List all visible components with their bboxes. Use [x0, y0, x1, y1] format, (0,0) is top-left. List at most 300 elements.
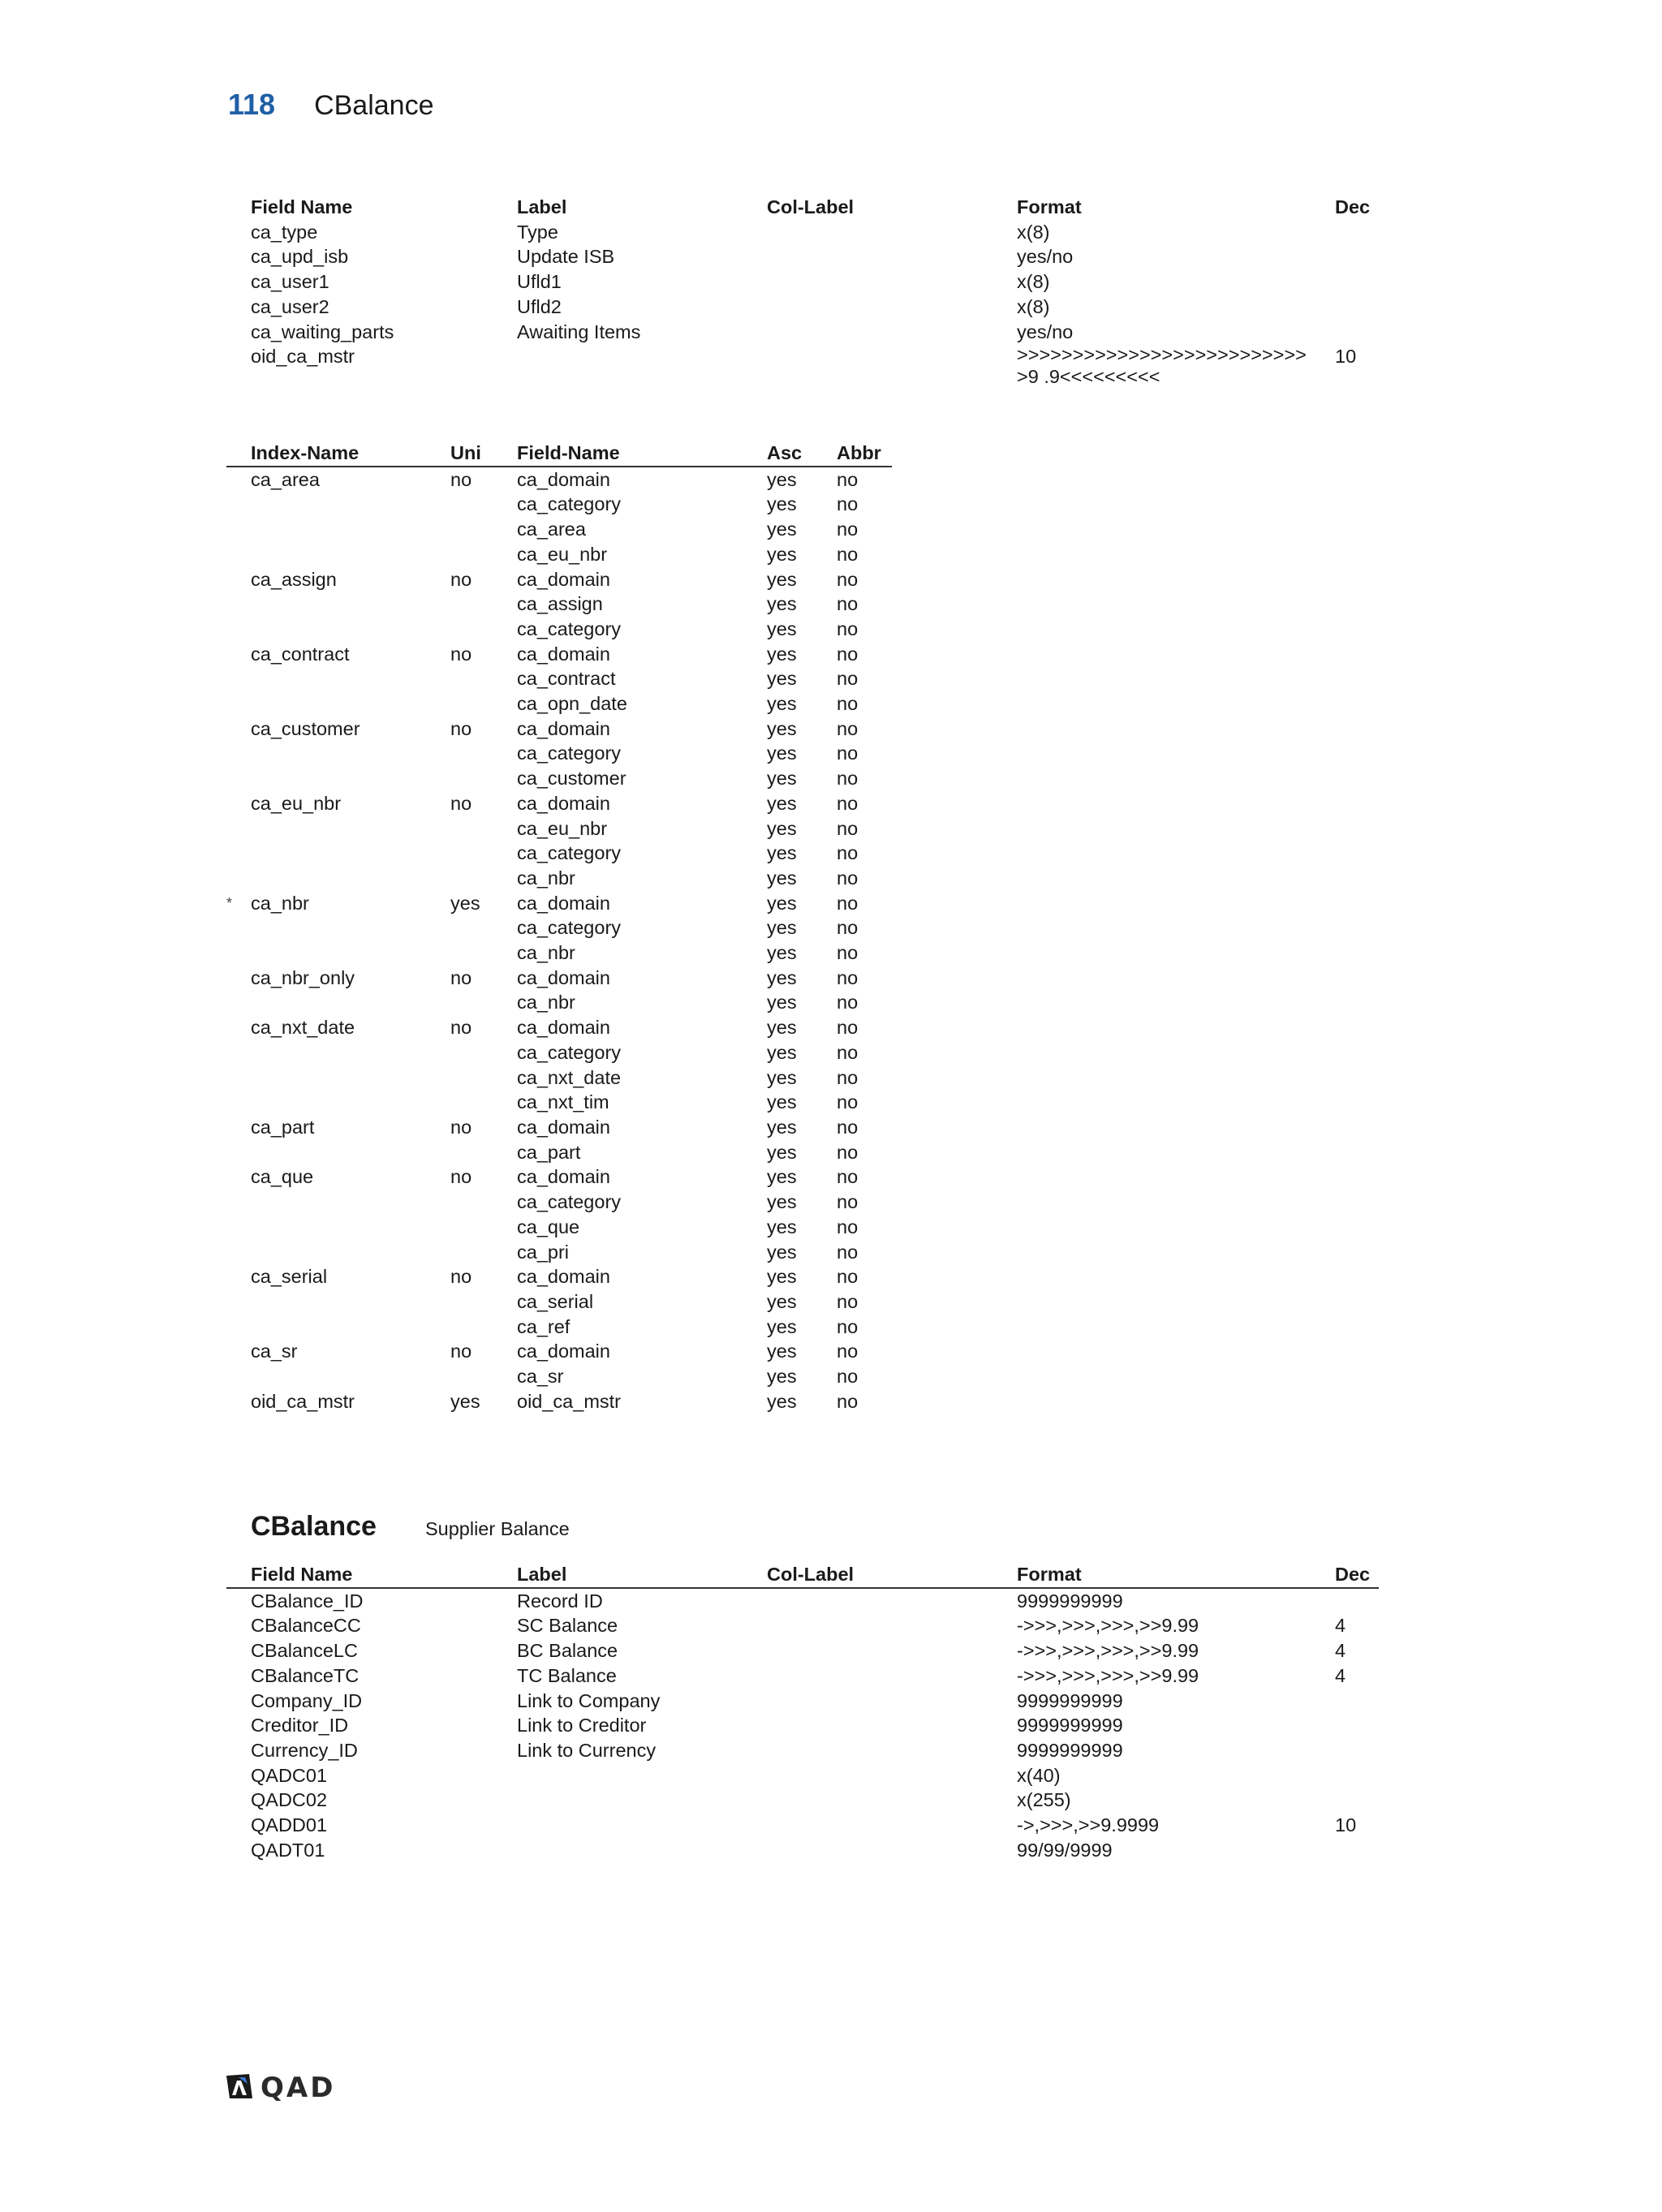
index-name-cell — [226, 492, 426, 517]
field-name-cell: CBalanceTC — [251, 1664, 360, 1686]
index-name-cell: ca_nbr — [251, 892, 309, 914]
abbr-cell: no — [837, 519, 859, 540]
table-row — [226, 717, 892, 742]
col-label-cell — [743, 1763, 992, 1788]
asc-cell: yes — [767, 966, 797, 988]
field-name-cell: ca_category — [517, 493, 622, 515]
index-name-cell: ca_que — [251, 1166, 314, 1188]
field-name-cell: ca_domain — [517, 643, 610, 665]
qad-logo-icon — [225, 2072, 254, 2104]
field-name-cell: ca_eu_nbr — [517, 817, 608, 839]
index-name-cell — [226, 666, 426, 691]
unique-cell — [426, 841, 493, 866]
abbr-cell: no — [837, 618, 859, 639]
abbr-cell: no — [837, 643, 859, 665]
field-name-cell: CBalanceLC — [251, 1640, 358, 1662]
table-row — [226, 1788, 1379, 1813]
unique-cell — [426, 915, 493, 940]
page-header — [228, 88, 434, 122]
index-name-cell: ca_serial — [251, 1266, 328, 1288]
unique-cell: no — [450, 468, 472, 490]
abbr-cell: no — [837, 1116, 859, 1138]
section-name: CBalance — [251, 1511, 377, 1542]
table-row — [226, 1264, 892, 1289]
label-cell: Ufld1 — [517, 271, 562, 293]
label-cell — [493, 344, 743, 388]
asc-cell: yes — [767, 1341, 797, 1362]
col-label-cell — [743, 1689, 992, 1714]
field-name-cell: QADC01 — [251, 1764, 328, 1786]
logo-text: QAD — [260, 2072, 336, 2104]
label-cell — [493, 1763, 743, 1788]
abbr-cell: no — [837, 693, 859, 715]
asc-cell: yes — [767, 1366, 797, 1388]
asc-cell: yes — [767, 1066, 797, 1088]
dec-cell — [1311, 1689, 1379, 1714]
index-name-cell — [226, 1090, 426, 1115]
field-name-cell: ca_user1 — [251, 271, 329, 293]
asc-cell: yes — [767, 1315, 797, 1337]
label-cell: Ufld2 — [517, 295, 562, 317]
asc-cell: yes — [767, 768, 797, 790]
index-name-cell — [226, 542, 426, 567]
index-name-cell: ca_contract — [251, 643, 350, 665]
field-name-cell: ca_category — [517, 1041, 622, 1063]
table-row — [226, 1065, 892, 1091]
table-row — [226, 1663, 1379, 1689]
abbr-cell: no — [837, 992, 859, 1013]
asc-cell: yes — [767, 1116, 797, 1138]
col-label-cell — [743, 295, 992, 320]
label-cell: Link to Currency — [517, 1739, 657, 1761]
format-cell: yes/no — [1017, 246, 1074, 268]
table-row — [226, 492, 892, 517]
format-cell: 9999999999 — [1017, 1590, 1123, 1612]
asc-cell: yes — [767, 618, 797, 639]
field-name-cell: ca_domain — [517, 568, 610, 590]
table-row — [226, 915, 892, 940]
dec-cell — [1311, 1713, 1379, 1738]
format-cell: >>>>>>>>>>>>>>>>>>>>>>>>>>>9 .9<<<<<<<<< — [1017, 344, 1307, 388]
abbr-cell: no — [837, 1166, 859, 1188]
index-name-cell — [226, 915, 426, 940]
table-row — [226, 1040, 892, 1065]
index-name-cell: ca_area — [251, 468, 320, 490]
abbr-cell: no — [837, 792, 859, 814]
abbr-cell: no — [837, 568, 859, 590]
format-cell: x(8) — [1017, 295, 1050, 317]
unique-cell: no — [450, 568, 472, 590]
label-cell: BC Balance — [517, 1640, 618, 1662]
field-name-cell: ca_category — [517, 742, 622, 764]
label-cell: Type — [517, 221, 558, 243]
col-label-cell — [743, 320, 992, 345]
unique-cell — [426, 816, 493, 841]
index-name-cell — [226, 990, 426, 1015]
index-name-cell — [226, 517, 426, 542]
dec-cell — [1311, 295, 1379, 320]
unique-cell — [426, 1065, 493, 1091]
unique-cell — [426, 741, 493, 766]
column-header: Col-Label — [743, 1562, 992, 1588]
index-name-cell — [226, 1065, 426, 1091]
column-header: Col-Label — [767, 196, 855, 217]
table-row — [226, 1689, 1379, 1714]
abbr-cell: no — [837, 1390, 859, 1412]
unique-cell — [426, 940, 493, 966]
unique-cell: no — [450, 1266, 472, 1288]
dec-cell: 4 — [1335, 1615, 1346, 1637]
field-name-cell: ca_area — [517, 519, 586, 540]
label-cell — [493, 1838, 743, 1863]
table-row — [226, 1315, 892, 1340]
table-row — [226, 1638, 1379, 1663]
dec-cell — [1311, 269, 1379, 295]
table-row — [226, 517, 892, 542]
unique-cell — [426, 1240, 493, 1265]
unique-cell — [426, 1190, 493, 1215]
asc-cell: yes — [767, 942, 797, 964]
label-cell: Awaiting Items — [517, 321, 641, 342]
table-row — [226, 766, 892, 791]
asc-cell: yes — [767, 742, 797, 764]
col-label-cell — [743, 1613, 992, 1638]
field-name-cell: QADD01 — [251, 1814, 328, 1836]
table-row — [226, 1164, 892, 1190]
format-cell: 9999999999 — [1017, 1689, 1123, 1711]
dec-cell — [1311, 320, 1379, 345]
column-header: Uni — [426, 441, 493, 467]
asc-cell: yes — [767, 519, 797, 540]
dec-cell — [1311, 220, 1379, 245]
index-name-cell: oid_ca_mstr — [251, 1390, 355, 1412]
col-label-cell — [743, 1813, 992, 1838]
page-number: 118 — [228, 88, 276, 121]
asc-cell: yes — [767, 992, 797, 1013]
label-cell: Update ISB — [517, 246, 615, 268]
unique-cell: no — [450, 717, 472, 739]
index-name-cell — [226, 1289, 426, 1315]
table-row — [226, 567, 892, 592]
index-name-cell — [226, 1240, 426, 1265]
field-name-cell: oid_ca_mstr — [251, 346, 355, 368]
index-table — [226, 441, 892, 1414]
unique-cell — [426, 1040, 493, 1065]
unique-cell — [426, 691, 493, 717]
column-header: Field-Name — [493, 441, 743, 467]
unique-cell — [426, 492, 493, 517]
field-name-cell: ca_domain — [517, 892, 610, 914]
unique-cell: no — [450, 1017, 472, 1039]
column-header: Label — [493, 1562, 743, 1588]
index-name-cell: ca_sr — [251, 1341, 298, 1362]
col-label-cell — [743, 1713, 992, 1738]
abbr-cell: no — [837, 892, 859, 914]
field-name-cell: QADT01 — [251, 1839, 325, 1861]
column-header: Abbr — [812, 441, 892, 467]
unique-cell — [426, 990, 493, 1015]
label-cell: SC Balance — [517, 1615, 618, 1637]
abbr-cell: no — [837, 1191, 859, 1213]
unique-cell — [426, 666, 493, 691]
label-cell: Link to Company — [517, 1689, 661, 1711]
format-cell: x(40) — [1017, 1764, 1061, 1786]
index-name-cell — [226, 617, 426, 642]
format-cell: x(8) — [1017, 221, 1050, 243]
field-name-cell: Company_ID — [251, 1689, 363, 1711]
unique-cell — [426, 1364, 493, 1389]
table-row — [226, 1588, 1379, 1614]
unique-cell — [426, 617, 493, 642]
asc-cell: yes — [767, 817, 797, 839]
index-name-cell — [226, 866, 426, 891]
field-name-cell: Creditor_ID — [251, 1715, 349, 1736]
abbr-cell: no — [837, 1091, 859, 1113]
abbr-cell: no — [837, 1017, 859, 1039]
table-row — [226, 1613, 1379, 1638]
field-name-cell: ca_domain — [517, 1166, 610, 1188]
index-name-cell — [226, 1364, 426, 1389]
unique-cell: yes — [450, 1390, 480, 1412]
dec-cell: 4 — [1335, 1640, 1346, 1662]
column-header: Label — [517, 196, 567, 217]
field-name-cell: ca_waiting_parts — [251, 321, 394, 342]
unique-cell: no — [450, 966, 472, 988]
table-row — [226, 220, 1379, 245]
unique-cell: yes — [450, 892, 480, 914]
field-name-cell: ca_eu_nbr — [517, 543, 608, 565]
table-row — [226, 1738, 1379, 1763]
field-name-cell: ca_category — [517, 1191, 622, 1213]
table-row — [226, 344, 1379, 388]
asc-cell: yes — [767, 792, 797, 814]
table-row — [226, 1713, 1379, 1738]
table-row — [226, 990, 892, 1015]
field-name-cell: Currency_ID — [251, 1739, 358, 1761]
asc-cell: yes — [767, 1290, 797, 1312]
unique-cell — [426, 766, 493, 791]
column-header: Field Name — [251, 196, 353, 217]
table-row — [226, 295, 1379, 320]
col-label-cell — [743, 344, 992, 388]
field-name-cell: ca_opn_date — [517, 693, 627, 715]
table-row — [226, 816, 892, 841]
asc-cell: yes — [767, 717, 797, 739]
format-cell: ->>>,>>>,>>>,>>9.99 — [1017, 1615, 1199, 1637]
table-row — [226, 1813, 1379, 1838]
field-name-cell: ca_part — [517, 1141, 581, 1163]
table-row — [226, 1215, 892, 1240]
table-row — [226, 1339, 892, 1364]
field-name-cell: ca_ref — [517, 1315, 571, 1337]
table-row — [226, 966, 892, 991]
index-name-cell: ca_eu_nbr — [251, 792, 342, 814]
unique-cell: no — [450, 792, 472, 814]
index-table-header — [226, 441, 892, 467]
table-row — [226, 244, 1379, 269]
table-row — [226, 1289, 892, 1315]
field-name-cell: ca_domain — [517, 1017, 610, 1039]
index-name-cell — [226, 1040, 426, 1065]
index-name-cell: ca_nbr_only — [251, 966, 355, 988]
field-name-cell: ca_category — [517, 917, 622, 939]
table-row — [226, 467, 892, 493]
abbr-cell: no — [837, 1266, 859, 1288]
field-name-cell: QADC02 — [251, 1789, 328, 1811]
table-row — [226, 666, 892, 691]
table-row — [226, 617, 892, 642]
col-label-cell — [743, 1588, 992, 1614]
field-name-cell: ca_category — [517, 618, 622, 639]
table-row — [226, 841, 892, 866]
column-header: Field Name — [226, 1562, 493, 1588]
field-name-cell: ca_domain — [517, 1266, 610, 1288]
index-name-cell — [226, 741, 426, 766]
qad-logo — [225, 2072, 335, 2104]
abbr-cell: no — [837, 867, 859, 889]
field-name-cell: ca_domain — [517, 717, 610, 739]
table-row — [226, 691, 892, 717]
table-row — [226, 741, 892, 766]
asc-cell: yes — [767, 867, 797, 889]
asc-cell: yes — [767, 468, 797, 490]
col-label-cell — [743, 220, 992, 245]
page-title: CBalance — [314, 90, 434, 121]
table-row — [226, 1240, 892, 1265]
field-name-cell: oid_ca_mstr — [517, 1390, 621, 1412]
field-table-header — [226, 1562, 1379, 1588]
abbr-cell: no — [837, 768, 859, 790]
dec-cell: 4 — [1335, 1664, 1346, 1686]
field-name-cell: ca_nxt_tim — [517, 1091, 609, 1113]
column-header: Format — [992, 1562, 1311, 1588]
field-name-cell: ca_serial — [517, 1290, 594, 1312]
abbr-cell: no — [837, 742, 859, 764]
table-row — [226, 269, 1379, 295]
field-name-cell: ca_domain — [517, 792, 610, 814]
section-description: Supplier Balance — [424, 1518, 570, 1539]
col-label-cell — [743, 1663, 992, 1689]
column-header: Asc — [743, 441, 812, 467]
field-name-cell: ca_nbr — [517, 992, 575, 1013]
field-name-cell: ca_nxt_date — [517, 1066, 622, 1088]
format-cell: 99/99/9999 — [1017, 1839, 1113, 1861]
index-name-cell — [226, 841, 426, 866]
field-name-cell: ca_nbr — [517, 867, 575, 889]
unique-cell — [426, 1090, 493, 1115]
index-name-cell — [226, 691, 426, 717]
abbr-cell: no — [837, 966, 859, 988]
unique-cell — [426, 1140, 493, 1165]
abbr-cell: no — [837, 1241, 859, 1263]
unique-cell — [426, 1215, 493, 1240]
abbr-cell: no — [837, 1066, 859, 1088]
index-name-cell: ca_customer — [251, 717, 360, 739]
asc-cell: yes — [767, 892, 797, 914]
format-cell: 9999999999 — [1017, 1715, 1123, 1736]
col-label-cell — [743, 244, 992, 269]
dec-cell — [1311, 1838, 1379, 1863]
table-row — [226, 1838, 1379, 1863]
index-name-cell: ca_nxt_date — [251, 1017, 355, 1039]
field-name-cell: CBalance_ID — [251, 1590, 364, 1612]
unique-cell — [426, 592, 493, 617]
table-row — [226, 1140, 892, 1165]
unique-cell — [426, 517, 493, 542]
field-name-cell: ca_que — [517, 1216, 580, 1237]
asc-cell: yes — [767, 668, 797, 690]
col-label-cell — [743, 1738, 992, 1763]
col-label-cell — [743, 269, 992, 295]
dec-cell — [1311, 1763, 1379, 1788]
field-name-cell: ca_sr — [517, 1366, 564, 1388]
field-name-cell: ca_domain — [517, 1341, 610, 1362]
index-name-cell — [226, 1140, 426, 1165]
abbr-cell: no — [837, 1141, 859, 1163]
table-row — [226, 1115, 892, 1140]
field-name-cell: ca_upd_isb — [251, 246, 349, 268]
field-name-cell: ca_domain — [517, 468, 610, 490]
format-cell: ->>>,>>>,>>>,>>9.99 — [1017, 1640, 1199, 1662]
table-row — [226, 1364, 892, 1389]
field-name-cell: ca_domain — [517, 1116, 610, 1138]
asc-cell: yes — [767, 693, 797, 715]
column-header: Dec — [1311, 1562, 1379, 1588]
abbr-cell: no — [837, 1315, 859, 1337]
asc-cell: yes — [767, 1191, 797, 1213]
abbr-cell: no — [837, 942, 859, 964]
unique-cell — [426, 1289, 493, 1315]
asc-cell: yes — [767, 1241, 797, 1263]
label-cell: Link to Creditor — [517, 1715, 647, 1736]
col-label-cell — [743, 1638, 992, 1663]
index-name-cell — [226, 1190, 426, 1215]
unique-cell: no — [450, 1341, 472, 1362]
field-name-cell: ca_customer — [517, 768, 626, 790]
field-table — [226, 1562, 1379, 1862]
index-name-cell — [226, 1215, 426, 1240]
label-cell — [493, 1788, 743, 1813]
asc-cell: yes — [767, 1390, 797, 1412]
field-name-cell: ca_pri — [517, 1241, 570, 1263]
asc-cell: yes — [767, 493, 797, 515]
table-row — [226, 592, 892, 617]
label-cell: Record ID — [517, 1590, 603, 1612]
asc-cell: yes — [767, 1216, 797, 1237]
table-row — [226, 1015, 892, 1040]
column-header: Dec — [1335, 196, 1371, 217]
table-row — [226, 1389, 892, 1414]
format-cell: x(255) — [1017, 1789, 1071, 1811]
abbr-cell: no — [837, 593, 859, 615]
field-name-cell: ca_domain — [517, 966, 610, 988]
field-name-cell: ca_type — [251, 221, 318, 243]
dec-cell — [1311, 244, 1379, 269]
index-name-cell — [226, 1315, 426, 1340]
format-cell: x(8) — [1017, 271, 1050, 293]
dec-cell: 10 — [1335, 1814, 1357, 1836]
asc-cell: yes — [767, 1141, 797, 1163]
dec-cell — [1311, 1788, 1379, 1813]
abbr-cell: no — [837, 842, 859, 864]
table-row — [226, 1763, 1379, 1788]
field-name-cell: ca_category — [517, 842, 622, 864]
section-title — [251, 1511, 570, 1543]
index-name-cell — [226, 766, 426, 791]
abbr-cell: no — [837, 1290, 859, 1312]
format-cell: ->>>,>>>,>>>,>>9.99 — [1017, 1664, 1199, 1686]
abbr-cell: no — [837, 1341, 859, 1362]
